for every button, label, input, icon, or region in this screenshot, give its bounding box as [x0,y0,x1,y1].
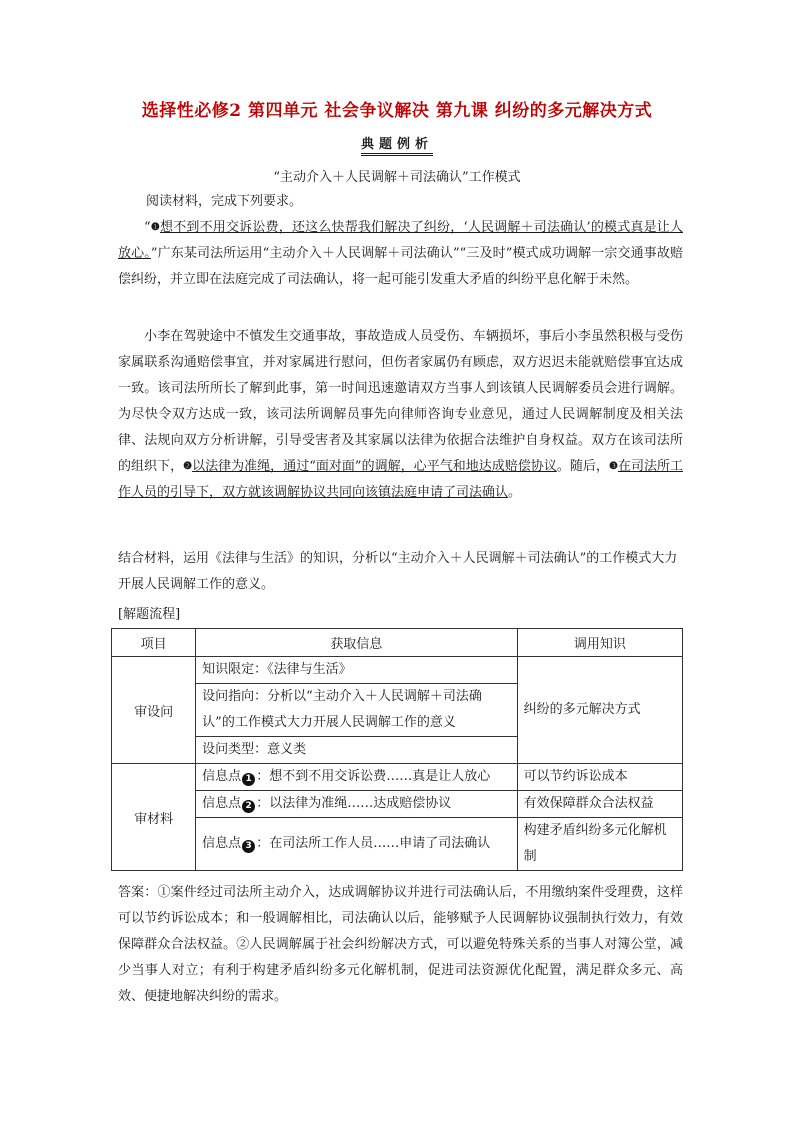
info-cell: 知识限定：《法律与生活》 [196,657,518,684]
marker-2-icon: ❷ [183,461,193,472]
info-cell: 设问指向：分析以“主动介入＋人民调解＋司法确认”的工作模式大力开展人民调解工作的意义 [196,684,518,737]
header-info: 获取信息 [196,629,518,657]
info-point-label: 信息点 [202,836,242,851]
knowledge-cell: 可以节约诉讼成本 [517,764,682,791]
material-paragraph-1 [118,215,683,293]
table-header-row [112,629,683,657]
info-point-label: 信息点 [202,769,242,784]
solution-flow-table [111,628,683,871]
header-item: 项目 [112,629,196,657]
paragraph-2-text-c: 。 [508,485,522,500]
header-knowledge: 调用知识 [517,629,682,657]
info-cell [196,791,518,818]
info-cell [196,818,518,871]
key-sentence-2: 以法律为准绳，通过“面对面”的调解，心平气和地达成赔偿协议 [192,459,557,474]
info-point-text: ：在司法所工作人员……申请了司法确认 [256,836,491,851]
group-label-question: 审设问 [112,657,196,764]
knowledge-cell: 纠纷的多元解决方式 [517,657,682,764]
number-1-icon: 1 [242,773,255,786]
number-2-icon: 2 [242,800,255,813]
paragraph-1-rest: ”广东某司法所运用“主动介入＋人民调解＋司法确认”“三及时”模式成功调解一宗交通事故赔偿纠纷，并立即在法庭完成了司法确认，将一起可能引发重大矛盾的纠纷平息化解于未然。 [118,246,683,287]
marker-3-icon: ❸ [608,461,618,472]
key-sentence-1: 想不到不用交诉讼费，还这么快帮我们解决了纠纷，‘人民调解＋司法确认’的模式真是让人放心。 [118,220,684,261]
flow-label: [解题流程] [118,607,181,622]
paragraph-2-text-a: 小李在驾驶途中不慎发生交通事故，事故造成人员受伤、车辆损坏，事后小李虽然积极与受伤家属联系沟通赔偿事宜，并对家属进行慰问，但伤者家属仍有顾虑，双方迟迟未能就赔偿事宜达成一致。该司法所所长了解到此事，第一时间迅速邀请双方当事人到该镇人民调解委员会进行调解。为尽快令双方达成一致，该司法所调解员事先向律师咨询专业意见，通过人民调解制度及相关法律、法规向双方分析讲解，引导受害者及其家属以法律为依据合法维护自身权益。双方在该司法所的组织下， [118,329,683,474]
group-label-material: 审材料 [112,764,196,871]
open-quote: “ [144,220,151,235]
material-paragraph-2 [118,324,683,506]
table-row [112,818,683,871]
paragraph-2-text-b: 。随后， [556,459,609,474]
table-row [112,657,683,684]
document-title: 选择性必修2 第四单元 社会争议解决 第九课 纠纷的多元解决方式 [141,101,653,121]
info-point-text: ：想不到不用交诉讼费……真是让人放心 [256,769,491,784]
key-sentence-3: 在司法所工作人员的引导下，双方就该调解协议共同向该镇法庭申请了司法确认 [118,459,683,500]
marker-1-icon: ❶ [150,222,161,233]
mode-title: “主动介入＋人民调解＋司法确认”工作模式 [273,170,521,185]
knowledge-cell: 有效保障群众合法权益 [517,791,682,818]
info-point-label: 信息点 [202,796,242,811]
info-point-text: ：以法律为准绳……达成赔偿协议 [256,796,452,811]
section-heading [0,133,794,156]
section-heading-text: 典题例析 [361,133,433,156]
info-cell: 设问类型：意义类 [196,737,518,764]
question: 结合材料，运用《法律与生活》的知识，分析以“主动介入＋人民调解＋司法确认”的工作模式大力开展人民调解工作的意义。 [118,551,678,592]
answer: 答案：①案件经过司法所主动介入，达成调解协议并进行司法确认后，不用缴纳案件受理费，这样可以节约诉讼成本；和一般调解相比，司法确认以后，能够赋予人民调解协议强制执行效力，有效保障群众合法权益。②人民调解属于社会纠纷解决方式，可以避免特殊关系的当事人对簿公堂，减少当事人对立；有利于构建矛盾纠纷多元化解机制，促进司法资源优化配置，满足群众多元、高效、便捷地解决纠纷的需求。 [118,885,683,1004]
info-cell [196,764,518,791]
knowledge-cell: 构建矛盾纠纷多元化解机制 [517,818,682,871]
number-3-icon: 3 [242,840,255,853]
table-row [112,764,683,791]
instruction: 阅读材料，完成下列要求。 [146,194,303,209]
table-row [112,791,683,818]
